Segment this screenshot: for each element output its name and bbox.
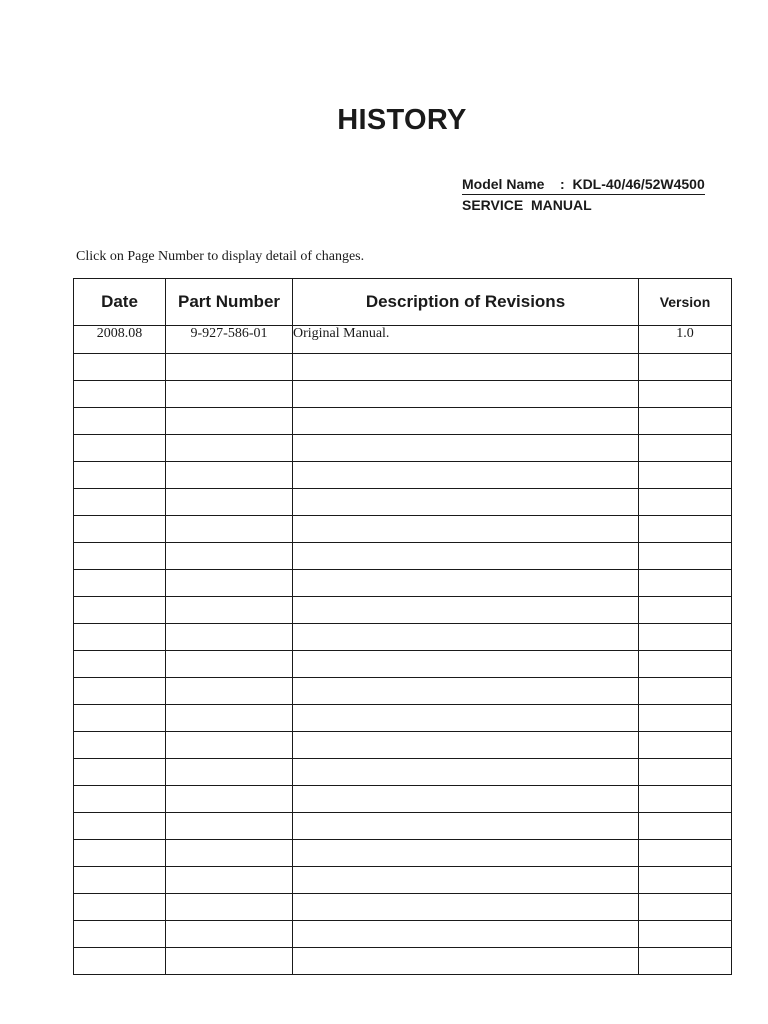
cell-date (74, 705, 166, 732)
cell-description (293, 786, 639, 813)
cell-version (639, 786, 732, 813)
cell-version (639, 489, 732, 516)
cell-description (293, 597, 639, 624)
cell-part-number (166, 732, 293, 759)
table-row-empty (74, 705, 732, 732)
cell-date (74, 867, 166, 894)
cell-part-number[interactable] (166, 326, 293, 354)
table-row (74, 326, 732, 354)
cell-description (293, 462, 639, 489)
cell-date (74, 381, 166, 408)
table-row-empty (74, 354, 732, 381)
cell-part-number (166, 597, 293, 624)
table-row-empty (74, 840, 732, 867)
cell-version (639, 732, 732, 759)
cell-description (293, 921, 639, 948)
cell-date (74, 516, 166, 543)
cell-part-number (166, 624, 293, 651)
table-row-empty (74, 894, 732, 921)
cell-description (293, 705, 639, 732)
cell-date (74, 408, 166, 435)
table-row-empty (74, 408, 732, 435)
cell-version (639, 840, 732, 867)
cell-version (639, 408, 732, 435)
table-row-empty (74, 678, 732, 705)
cell-date: 2008.08 (74, 326, 166, 354)
cell-date (74, 894, 166, 921)
cell-date (74, 948, 166, 975)
cell-version (639, 570, 732, 597)
cell-version (639, 759, 732, 786)
table-row-empty (74, 651, 732, 678)
instruction-text: Click on Page Number to display detail of changes. (76, 249, 365, 264)
cell-part-number (166, 651, 293, 678)
cell-part-number (166, 894, 293, 921)
cell-version (639, 435, 732, 462)
cell-version: 1.0 (639, 326, 732, 354)
cell-description (293, 678, 639, 705)
part-number-link[interactable]: 9-927-586-01 (190, 326, 268, 341)
model-name-line: Model Name : KDL-40/46/52W4500 (462, 174, 705, 195)
cell-version (639, 705, 732, 732)
table-row-empty (74, 462, 732, 489)
cell-version (639, 867, 732, 894)
cell-version (639, 678, 732, 705)
table-row-empty (74, 570, 732, 597)
cell-version (639, 921, 732, 948)
cell-date (74, 597, 166, 624)
cell-version (639, 651, 732, 678)
cell-date (74, 813, 166, 840)
table-row-empty (74, 624, 732, 651)
cell-version (639, 543, 732, 570)
cell-description (293, 381, 639, 408)
header-description: Description of Revisions (293, 279, 639, 326)
table-row-empty (74, 867, 732, 894)
cell-part-number (166, 678, 293, 705)
page-title: HISTORY (337, 104, 467, 136)
cell-version (639, 381, 732, 408)
cell-part-number (166, 570, 293, 597)
cell-description (293, 435, 639, 462)
cell-date (74, 651, 166, 678)
model-info (462, 174, 705, 215)
cell-part-number (166, 840, 293, 867)
cell-part-number (166, 921, 293, 948)
cell-date (74, 462, 166, 489)
cell-version (639, 813, 732, 840)
header-version: Version (639, 279, 732, 326)
cell-version (639, 354, 732, 381)
table-row-empty (74, 516, 732, 543)
cell-date (74, 921, 166, 948)
cell-part-number (166, 813, 293, 840)
table-row-empty (74, 543, 732, 570)
cell-date (74, 489, 166, 516)
cell-part-number (166, 948, 293, 975)
cell-part-number (166, 759, 293, 786)
table-row-empty (74, 597, 732, 624)
table-row-empty (74, 948, 732, 975)
cell-description (293, 408, 639, 435)
cell-description (293, 732, 639, 759)
manual-type: SERVICE MANUAL (462, 197, 592, 213)
cell-date (74, 678, 166, 705)
cell-version (639, 948, 732, 975)
cell-part-number (166, 867, 293, 894)
cell-description (293, 840, 639, 867)
table-row-empty (74, 435, 732, 462)
cell-date (74, 543, 166, 570)
table-row-empty (74, 921, 732, 948)
cell-description (293, 543, 639, 570)
cell-description: Original Manual. (293, 326, 639, 354)
table-row-empty (74, 786, 732, 813)
cell-description (293, 651, 639, 678)
table-row-empty (74, 489, 732, 516)
cell-part-number (166, 354, 293, 381)
cell-version (639, 516, 732, 543)
table-row-empty (74, 381, 732, 408)
cell-version (639, 894, 732, 921)
table-row-empty (74, 759, 732, 786)
cell-part-number (166, 435, 293, 462)
cell-part-number (166, 543, 293, 570)
cell-version (639, 624, 732, 651)
cell-description (293, 570, 639, 597)
cell-part-number (166, 516, 293, 543)
header-date: Date (74, 279, 166, 326)
cell-date (74, 624, 166, 651)
cell-description (293, 354, 639, 381)
cell-part-number (166, 462, 293, 489)
table-row-empty (74, 813, 732, 840)
cell-description (293, 489, 639, 516)
cell-version (639, 462, 732, 489)
cell-description (293, 867, 639, 894)
cell-date (74, 732, 166, 759)
revision-history-table (73, 278, 732, 975)
cell-description (293, 759, 639, 786)
cell-date (74, 786, 166, 813)
table-row-empty (74, 732, 732, 759)
cell-part-number (166, 705, 293, 732)
header-part-number: Part Number (166, 279, 293, 326)
cell-part-number (166, 381, 293, 408)
cell-description (293, 948, 639, 975)
cell-part-number (166, 408, 293, 435)
cell-description (293, 516, 639, 543)
table-header-row (74, 279, 732, 326)
cell-part-number (166, 489, 293, 516)
cell-description (293, 894, 639, 921)
cell-date (74, 570, 166, 597)
cell-date (74, 759, 166, 786)
cell-date (74, 435, 166, 462)
cell-date (74, 354, 166, 381)
cell-description (293, 813, 639, 840)
cell-part-number (166, 786, 293, 813)
cell-date (74, 840, 166, 867)
cell-version (639, 597, 732, 624)
cell-description (293, 624, 639, 651)
